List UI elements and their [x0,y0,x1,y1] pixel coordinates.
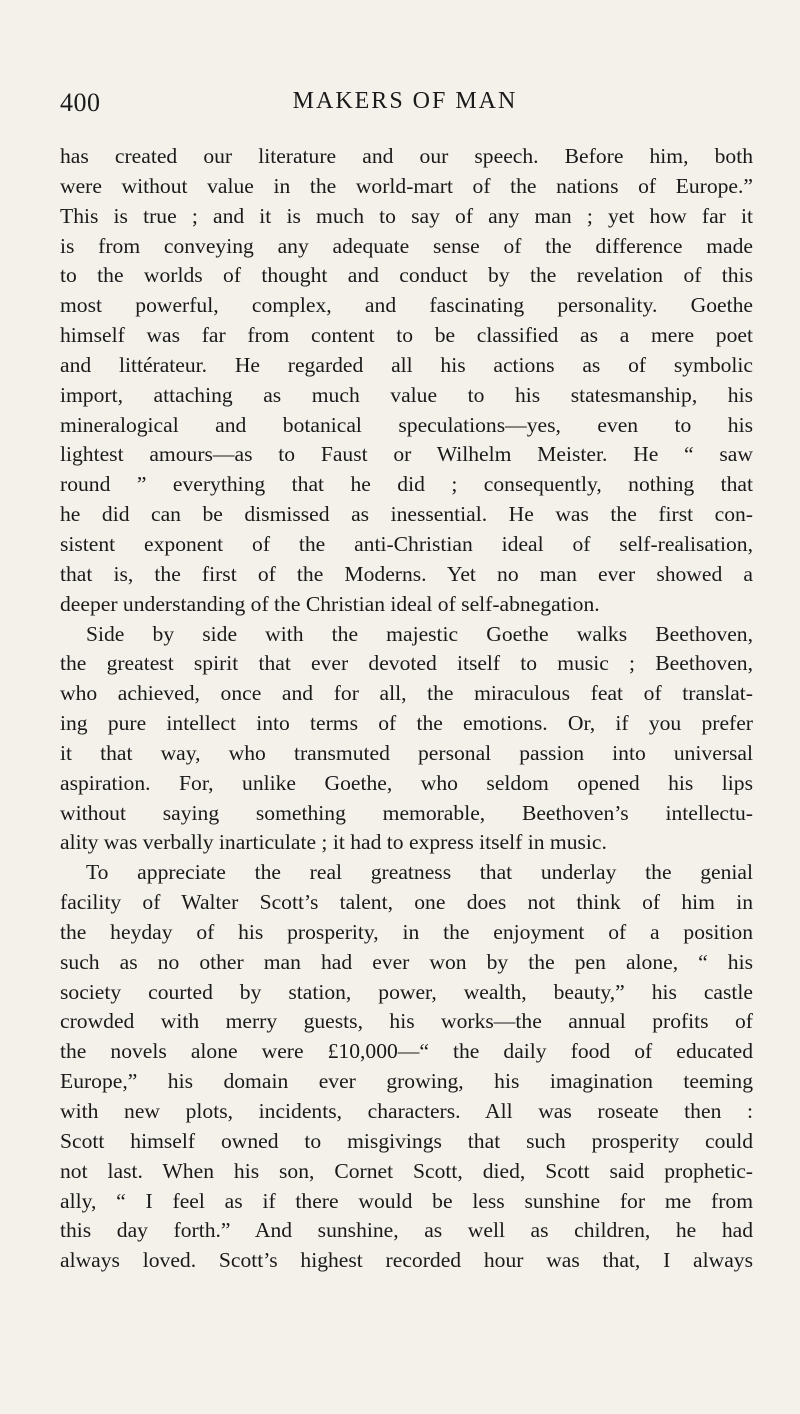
text-line: To appreciate the real greatness that underlay the genial [86,860,753,885]
text-line: that is, the first of the Moderns. Yet no man ever showed a [60,561,753,586]
text-line: mineralogical and botanical speculations—yes, even to his [60,412,753,437]
text-line: without saying something memorable, Beethoven’s intellectu- [60,800,753,825]
text-line: himself was far from content to be classified as a mere poet [60,323,753,348]
text-line: deeper understanding of the Christian ideal of self-abnegation. [60,591,600,616]
running-head: MAKERS OF MAN [292,88,518,114]
text-line: the greatest spirit that ever devoted itself to music ; Beethoven, [60,651,753,676]
text-line: not last. When his son, Cornet Scott, died, Scott said prophetic- [60,1158,753,1183]
text-line: the heyday of his prosperity, in the enjoyment of a position [60,919,753,944]
text-line: import, attaching as much value to his statesmanship, his [60,382,753,407]
text-line: Side by side with the majestic Goethe walks Beethoven, [86,621,753,646]
text-line: Europe,” his domain ever growing, his imagination teeming [60,1069,753,1094]
text-line: and littérateur. He regarded all his actions as of symbolic [60,352,753,377]
text-line: it that way, who transmuted personal passion into universal [60,740,753,765]
text-line: with new plots, incidents, characters. All was roseate then : [60,1099,753,1123]
text-line: aspiration. For, unlike Goethe, who seldom opened his lips [60,770,753,795]
text-line: has created our literature and our speech. Before him, both [60,144,753,168]
text-line: sistent exponent of the anti-Christian ideal of self-realisation, [60,531,753,556]
text-line: is from conveying any adequate sense of the difference made [60,233,753,258]
text-line: facility of Walter Scott’s talent, one does not think of him in [60,890,753,915]
text-line: the novels alone were £10,000—“ the daily food of educated [60,1039,753,1064]
text-line: lightest amours—as to Faust or Wilhelm Meister. He “ saw [60,442,753,467]
text-line: to the worlds of thought and conduct by the revelation of this [60,263,753,288]
page-number: 400 [60,88,101,117]
text-line: round ” everything that he did ; consequently, nothing that [60,472,753,497]
text-line: society courted by station, power, wealth, beauty,” his castle [60,979,753,1004]
text-line: crowded with merry guests, his works—the annual profits of [60,1009,753,1034]
text-line: ality was verbally inarticulate ; it had to express itself in music. [60,830,607,855]
text-line: Scott himself owned to misgivings that such prosperity could [60,1128,753,1153]
text-line: This is true ; and it is much to say of any man ; yet how far it [60,203,753,228]
text-line: who achieved, once and for all, the miraculous feat of translat- [60,681,753,706]
text-line: always loved. Scott’s highest recorded hour was that, I always [60,1248,753,1273]
text-line: were without value in the world-mart of the nations of Europe.” [60,173,753,198]
text-line: ally, “ I feel as if there would be less sunshine for me from [60,1188,753,1213]
text-line: most powerful, complex, and fascinating personality. Goethe [60,293,753,318]
text-line: he did can be dismissed as inessential. He was the first con- [60,502,753,527]
text-line: this day forth.” And sunshine, as well as children, he had [60,1218,753,1243]
text-line: ing pure intellect into terms of the emotions. Or, if you prefer [60,711,753,736]
text-line: such as no other man had ever won by the pen alone, “ his [60,949,753,974]
page-header [60,88,750,128]
body-text [60,142,753,1276]
